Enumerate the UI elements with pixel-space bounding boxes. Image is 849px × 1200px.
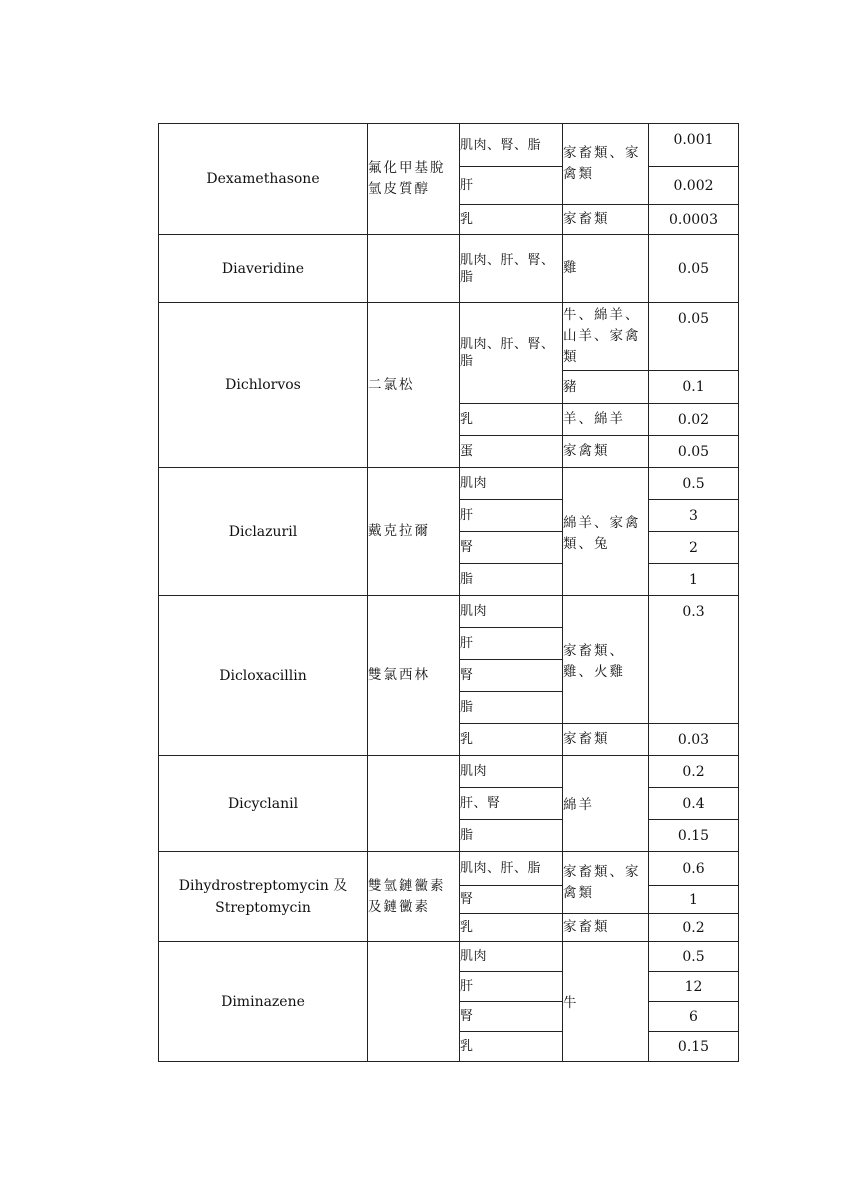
drug-name-en: Diclazuril xyxy=(159,468,368,596)
species-cell: 牛、綿羊、山羊、家禽類 xyxy=(563,303,649,371)
tissue-cell: 脂 xyxy=(460,564,563,596)
tissue-cell: 腎 xyxy=(460,1002,563,1032)
mrl-value: 0.0003 xyxy=(649,205,739,235)
tissue-cell: 肌肉、肝、脂 xyxy=(460,852,563,886)
drug-name-zh: 二氯松 xyxy=(368,303,460,468)
mrl-value: 0.6 xyxy=(649,852,739,886)
tissue-cell: 乳 xyxy=(460,1032,563,1062)
tissue-cell: 乳 xyxy=(460,914,563,942)
drug-name-zh: 雙氫鏈黴素及鏈黴素 xyxy=(368,852,460,942)
species-cell: 雞 xyxy=(563,235,649,303)
drug-name-en: Dicyclanil xyxy=(159,756,368,852)
mrl-value: 0.002 xyxy=(649,167,739,205)
mrl-value: 1 xyxy=(649,886,739,914)
tissue-cell: 肌肉、肝、腎、脂 xyxy=(460,235,563,303)
mrl-value: 0.4 xyxy=(649,788,739,820)
drug-name-en-line2: Streptomycin xyxy=(215,899,311,916)
mrl-value: 0.3 xyxy=(649,596,739,724)
mrl-value: 0.2 xyxy=(649,914,739,942)
tissue-cell: 腎 xyxy=(460,886,563,914)
tissue-cell: 肌肉 xyxy=(460,756,563,788)
tissue-cell: 肝、腎 xyxy=(460,788,563,820)
species-cell: 綿羊 xyxy=(563,756,649,852)
mrl-value: 0.03 xyxy=(649,724,739,756)
drug-name-en: Dicloxacillin xyxy=(159,596,368,756)
tissue-cell: 肝 xyxy=(460,628,563,660)
residue-limits-table xyxy=(158,123,739,1062)
species-cell: 羊、綿羊 xyxy=(563,404,649,436)
tissue-cell: 肌肉、肝、腎、脂 xyxy=(460,303,563,404)
tissue-cell: 乳 xyxy=(460,205,563,235)
tissue-cell: 肝 xyxy=(460,972,563,1002)
drug-name-en: Diaveridine xyxy=(159,235,368,303)
drug-name-en-line1: Dihydrostreptomycin 及 xyxy=(178,877,348,894)
table-row xyxy=(159,303,739,371)
mrl-value: 0.2 xyxy=(649,756,739,788)
tissue-cell: 腎 xyxy=(460,532,563,564)
table-row xyxy=(159,235,739,303)
table-row xyxy=(159,468,739,500)
drug-name-en: Dichlorvos xyxy=(159,303,368,468)
mrl-value: 0.15 xyxy=(649,1032,739,1062)
species-cell: 牛 xyxy=(563,942,649,1062)
table-row xyxy=(159,124,739,167)
mrl-value: 0.05 xyxy=(649,235,739,303)
drug-name-zh: 雙氯西林 xyxy=(368,596,460,756)
mrl-value: 0.1 xyxy=(649,371,739,404)
species-cell: 家畜類、雞、火雞 xyxy=(563,596,649,724)
drug-name-en: Diminazene xyxy=(159,942,368,1062)
tissue-cell: 脂 xyxy=(460,820,563,852)
tissue-cell: 肌肉、腎、脂 xyxy=(460,124,563,167)
drug-name-en: Dexamethasone xyxy=(159,124,368,235)
tissue-cell: 乳 xyxy=(460,404,563,436)
table-row xyxy=(159,942,739,972)
species-cell: 家畜類 xyxy=(563,205,649,235)
mrl-value: 3 xyxy=(649,500,739,532)
mrl-value: 0.001 xyxy=(649,124,739,167)
tissue-cell: 乳 xyxy=(460,724,563,756)
mrl-value: 6 xyxy=(649,1002,739,1032)
drug-name-en xyxy=(159,852,368,942)
tissue-cell: 肌肉 xyxy=(460,468,563,500)
drug-name-zh: 戴克拉爾 xyxy=(368,468,460,596)
drug-name-zh xyxy=(368,235,460,303)
tissue-cell: 肌肉 xyxy=(460,596,563,628)
species-cell: 家畜類 xyxy=(563,914,649,942)
tissue-cell: 蛋 xyxy=(460,436,563,468)
tissue-cell: 肝 xyxy=(460,500,563,532)
table-row xyxy=(159,756,739,788)
species-cell: 家畜類、家禽類 xyxy=(563,852,649,914)
tissue-cell: 肝 xyxy=(460,167,563,205)
table-row xyxy=(159,852,739,886)
species-cell: 家畜類、家禽類 xyxy=(563,124,649,205)
tissue-cell: 脂 xyxy=(460,692,563,724)
mrl-value: 12 xyxy=(649,972,739,1002)
mrl-value: 0.05 xyxy=(649,303,739,371)
species-cell: 綿羊、家禽類、兔 xyxy=(563,468,649,596)
tissue-cell: 腎 xyxy=(460,660,563,692)
mrl-value: 0.05 xyxy=(649,436,739,468)
mrl-value: 0.15 xyxy=(649,820,739,852)
drug-name-zh xyxy=(368,756,460,852)
drug-name-zh: 氟化甲基脫氫皮質醇 xyxy=(368,124,460,235)
mrl-value: 1 xyxy=(649,564,739,596)
species-cell: 豬 xyxy=(563,371,649,404)
species-cell: 家禽類 xyxy=(563,436,649,468)
table-row xyxy=(159,596,739,628)
mrl-value: 2 xyxy=(649,532,739,564)
species-cell: 家畜類 xyxy=(563,724,649,756)
mrl-value: 0.5 xyxy=(649,468,739,500)
tissue-cell: 肌肉 xyxy=(460,942,563,972)
mrl-value: 0.02 xyxy=(649,404,739,436)
drug-name-zh xyxy=(368,942,460,1062)
mrl-value: 0.5 xyxy=(649,942,739,972)
